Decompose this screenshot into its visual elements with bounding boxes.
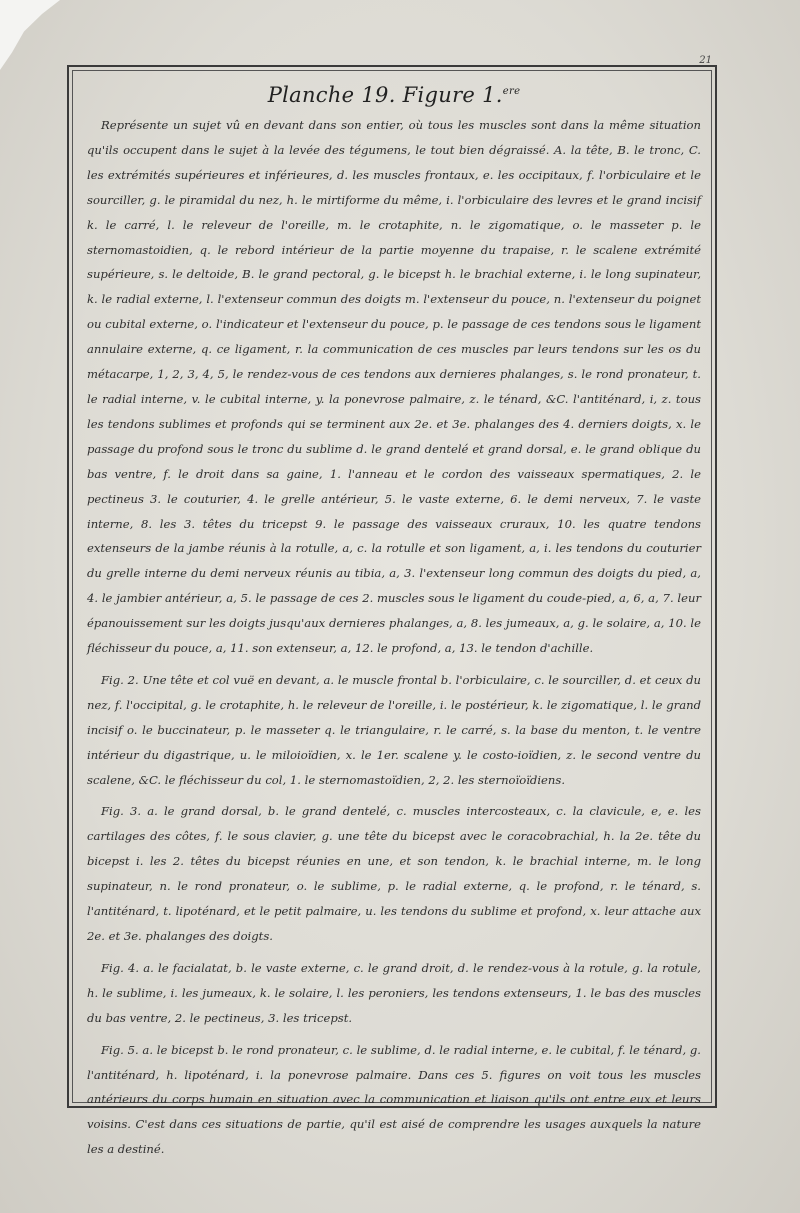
page-number: 21 xyxy=(699,55,712,66)
paragraph-figure-5: Fig. 5. a. le bicepst b. le rond pronateur, c. le sublime, d. le radial interne, e. le cubital, f. le ténard, g. l'antiténard, h. lipoténard, i. la ponevrose palmaire. Dans ces 5. figures on voit tous les muscles antérieurs du corps humain en situation avec la communication et liaison qu'ils ont entre eux et leurs voisins. C'est dans ces situations de partie, qu'il est aisé de comprendre les usages auxquels la nature les a destiné. xyxy=(87,1042,701,1157)
plate-title xyxy=(87,83,701,107)
paragraph-figure-4: Fig. 4. a. le facialatat, b. le vaste externe, c. le grand droit, d. le rendez-vous à la rotule, g. la rotule, h. le sublime, i. les jumeaux, k. le solaire, l. les peroniers, les tendons extenseurs, 1. le bas des muscles du bas ventre, 2. le pectineus, 3. les tricepst. xyxy=(87,960,701,1025)
text-frame xyxy=(72,70,712,1157)
plate-title-main: Planche 19. Figure 1. xyxy=(267,83,503,107)
plate-title-superscript: ere xyxy=(502,86,521,97)
paragraph-figure-3: Fig. 3. a. le grand dorsal, b. le grand dentelé, c. muscles intercosteaux, c. la clavicule, e, e. les cartilages des côtes, f. le sous clavier, g. une tête du bicepst avec le coracobrachial, h. la 2e. tête du bicepst i. les 2. têtes du bicepst réunies en une, et son tendon, k. le brachial interne, m. le long supinateur, n. le rond pronateur, o. le sublime, p. le radial externe, q. le profond, r. le ténard, s. l'antiténard, t. lipoténard, et le petit palmaire, u. les tendons du sublime et profond, x. leur attache aux 2e. et 3e. phalanges des doigts. xyxy=(87,804,701,943)
paragraph-figure-1: Représente un sujet vû en devant dans son entier, où tous les muscles sont dans la même situation qu'ils occupent dans le sujet à la levée des tégumens, le tout bien dégraissé. A. la tête, B. le tronc, C. les extrémités supérieures et inférieures, d. les muscles frontaux, e. les occipitaux, f. l'orbiculaire et le sourciller, g. le piramidal du nez, h. le mirtiforme du même, i. l'orbiculaire des levres et le grand incisif k. le carré, l. le releveur de l'oreille, m. le crotaphite, n. le zigomatique, o. le masseter p. le sternomastoidien, q. le rebord intérieur de la partie moyenne du trapaise, r. le scalene extrémité supérieure, s. le deltoide, B. le grand pectoral, g. le bicepst h. le brachial externe, i. le long supinateur, k. le radial externe, l. l'extenseur commun des doigts m. l'extenseur du pouce, n. l'extenseur du poignet ou cubital externe, o. l'indicateur et l'extenseur du pouce, p. le passage de ces tendons sous le ligament annulaire externe, q. ce ligament, r. la communication de ces muscles par leurs tendons sur les os du métacarpe, 1, 2, 3, 4, 5, le rendez-vous de ces tendons aux dernieres phalanges, s. le rond pronateur, t. le radial interne, v. le cubital interne, y. la ponevrose palmaire, z. le ténard, &C. l'antiténard, i, z. tous les tendons sublimes et profonds qui se terminent aux 2e. et 3e. phalanges des 4. derniers doigts, x. le passage du profond sous le tronc du sublime d. le grand dentelé et grand dorsal, e. le grand oblique du bas ventre, f. le droit dans sa gaine, 1. l'anneau et le cordon des vaisseaux spermatiques, 2. le pectineus 3. le couturier, 4. le grelle antérieur, 5. le vaste externe, 6. le demi nerveux, 7. le vaste interne, 8. les 3. têtes du tricepst 9. le passage des vaisseaux cruraux, 10. les quatre tendons extenseurs de la jambe réunis à la rotulle, a, c. la rotulle et son ligament, a, i. les tendons du couturier du grelle interne du demi nerveux réunis au tibia, a, 3. l'extenseur long commun des doigts du pied, a, 4. le jambier antérieur, a, 5. le passage de ces 2. muscles sous le ligament du coude-pied, a, 6, a, 7. leur épanouissement sur les doigts jusqu'aux dernieres phalanges, a, 8. les jumeaux, a, g. le solaire, a, 10. le fléchisseur du pouce, a, 11. son extenseur, a, 12. le profond, a, 13. le tendon d'achille. xyxy=(87,118,701,656)
plate-description xyxy=(87,113,701,1162)
paragraph-figure-2: Fig. 2. Une tête et col vuë en devant, a. le muscle frontal b. l'orbiculaire, c. le sourciller, d. et ceux du nez, f. l'occipital, g. le crotaphite, h. le releveur de l'oreille, i. le postérieur, k. le zigomatique, l. le grand incisif o. le buccinateur, p. le masseter q. le triangulaire, r. le carré, s. la base du menton, t. le ventre intérieur du digastrique, u. le miloioïdien, x. le 1er. scalene y. le costo-ioïdien, z. le second ventre du scalene, &C. le fléchisseur du col, 1. le sternomastoïdien, 2, 2. les sternoïoïdiens. xyxy=(87,672,701,787)
